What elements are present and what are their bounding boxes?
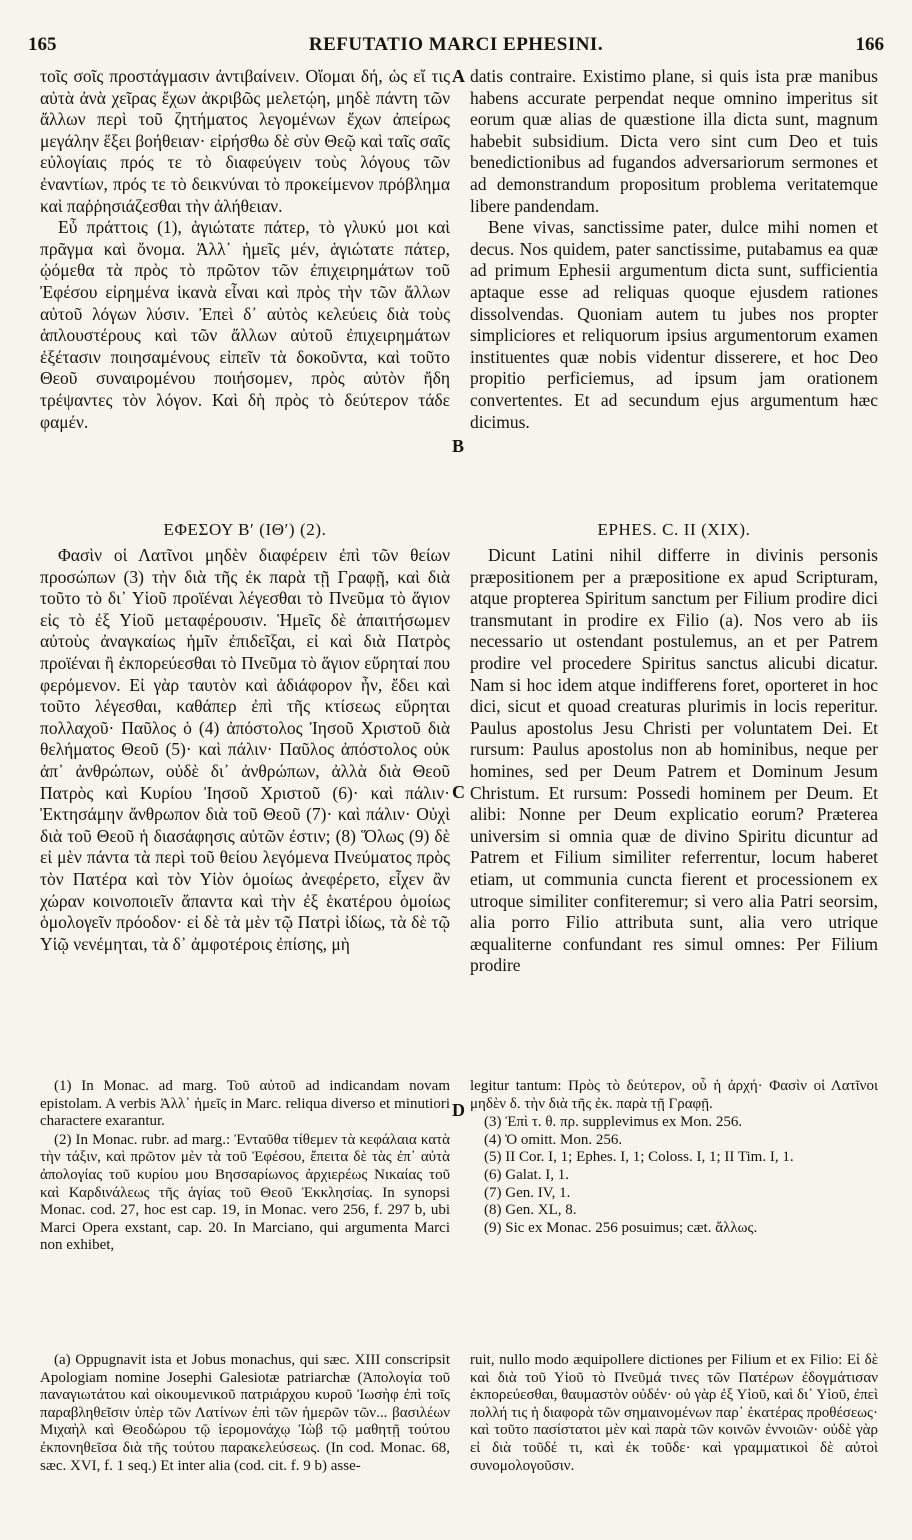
greek-intro [40,66,450,433]
running-header [28,34,884,60]
margin-letter-a: A [452,66,465,86]
footnote-2-continuation: legitur tantum: Πρὸς τὸ δεύτερον, οὗ ἡ ἀρχή· Φασὶν οἱ Λατῖνοι μηδὲν δ. τὴν διὰ τῆς ἐκ. παρὰ τῇ Γραφῇ. [470,1078,878,1112]
latin-intro-para-1: datis contraire. Existimo plane, si quis ista præ manibus habens accurate perpendat neque omnino imperitus sit eorum quæ alias de quæstione illa dicta sunt, magnum habebit subsidium. Dicta vero sint cum Deo et tuis benedictionibus ad fugandos adversariorum sermones et ad demonstrandum propositum problema veritatemque libere pandendam. [470,66,878,216]
editor-note-a-text: (a) Oppugnavit ista et Jobus monachus, qui sæc. XIII conscripsit Apologiam nomine Josephi Galesiotæ patriarchæ (Ἀπολογία τοῦ παναγιωτάτου καὶ οἰκουμενικοῦ πατριάρχου κυροῦ Ἰωσὴφ ἐπὶ τοῖς παραβληθεῖσιν ὑπὲρ τῶν Λατίνων ἐπὶ τῶν ἡμερῶν τῶν... βασιλέων Μιχαὴλ καὶ Θεοδώρου τῷ ἱερομονάχῳ Ἰὼβ τῷ μαθητῇ τούτου ἐκπονηθεῖσα διὰ τῆς τούτου παρακελεύσεως. (In cod. Monac. 68, sæc. XVI, f. 1 seq.) Et inter alia (cod. cit. f. 9 b) asse- [40,1352,450,1474]
footnote-4: (4) Ὁ omitt. Mon. 256. [484,1131,623,1148]
editor-note-a [40,1352,450,1476]
latin-section-title: EPHES. C. II (XIX). [597,520,751,539]
footnote-8: (8) Gen. XL, 8. [484,1202,577,1219]
margin-letter-b: B [452,436,465,456]
latin-section-body [470,545,878,977]
footnote-7: (7) Gen. IV, 1. [484,1184,571,1201]
page-number-left: 165 [28,34,57,55]
latin-intro-para-2: Bene vivas, sanctissime pater, dulce mihi nomen et decus. Nos quidem, pater sanctissime, putabamus ea quæ ad primum Ephesii argumentum dicta sunt, sufficientia aptaque esse ad reliquas quoque ejusdem rationes dissolvendas. Quoniam autem tu jubes nos propter simpliciores et reliquorum ipsius argumentorum examen instituentes quæ nobis videntur disserere, et hoc Deo propitio perficiemus, ad ipsum jam orationem convertentes. Et ad secundum ejus argumentum hæc dicimus. [470,217,878,432]
footnote-3: (3) Ἐπὶ τ. θ. πρ. supplevimus ex Mon. 256. [484,1114,743,1131]
editor-note-a-continued [470,1352,878,1476]
latin-intro [470,66,878,433]
editor-note-a-continued-text: ruit, nullo modo æquipollere dictiones per Filium et ex Filio: Εἰ δὲ καὶ διὰ τοῦ Υἱοῦ τὸ Πνεῦμά τινες τῶν Πατέρων ἐδογμάτισαν ἐκπορεύεσθαι, θαυμαστὸν οὐδέν· οὐ γὰρ ἐξ Υἱοῦ, καὶ δι᾽ Υἱοῦ, ἐπεὶ πολλή τις ἡ διαφορὰ τῶν σημαινομένων παρ᾽ ἑκατέρας προθέσεως· καὶ τοῦτο πασίστατοι μὲν καὶ παρὰ τῶν κοινῶν ἐννοιῶν· οὐδὲ γὰρ εἰ διὰ τοῦδέ τι, καὶ ἐκ τοῦδε· καὶ γραμματικοὶ δὲ αὐτοὶ συνομολογοῦσιν. [470,1352,878,1474]
running-title: REFUTATIO MARCI EPHESINI. [308,34,604,55]
greek-intro-para-2: Εὖ πράττοις (1), ἁγιώτατε πάτερ, τὸ γλυκύ μοι καὶ πρᾶγμα καὶ ὄνομα. Ἀλλ᾽ ἡμεῖς μέν, ἁγιώτατε πάτερ, ᾠόμεθα τὰ πρὸς τὸ πρῶτον τῶν ἐπιχειρημάτων τοῦ Ἐφέσου εἰρημένα ἱκανὰ εἶναι καὶ πρὸς τὴν τῶν ἄλλων αὐτοῦ λόγων λύσιν. Ἐπεὶ δ᾽ αὐτὸς κελεύεις διὰ τοὺς ἁπλουστέρους καὶ τῶν ἄλλων αὐτοῦ ἐπιχειρημάτων ἐξέτασιν ποιησαμένους εἰπεῖν τὰ δοκοῦντα, καὶ τοῦτο Θεοῦ συναιρομένου ποιήσομεν, πρὸς αὐτὸν ἤδη τρέψαντες τὸν λόγον. Καὶ δὴ πρὸς τὸ δεύτερον τάδε φαμέν. [40,217,450,432]
footnote-6: (6) Galat. I, 1. [484,1166,569,1183]
latin-footnotes [470,1078,878,1237]
greek-section-title: ΕΦΕΣΟΥ Β′ (ΙΘ′) (2). [163,520,327,539]
footnote-list [470,1114,878,1237]
greek-section-body [40,545,450,955]
latin-section-text: Dicunt Latini nihil differre in divinis personis præpositionem per a præpositione ex apud Scripturam, atque propterea Spiritum sanctum per Filium prodire dici transmutant in prodire ex Filio (a). Nos vero ab iis necessario ut ostendant postulemus, an et per Patrem prodire vel procedere Spiritus sanctus alicubi dicatur. Nam si hoc idem atque indifferens foret, oporteret in hoc dici, sicut et quoad creaturas plurimis in locis reperitur. Paulus apostolus Jesu Christi per voluntatem Dei. Et rursum: Paulus apostolus non ab hominibus, neque per homines, sed per Deum Patrem et Dominum Jesum Christum. Et rursum: Possedi hominem per Deum. Et alibi: Nonne per Deum explicatio eorum? Præterea universim si omnia quæ de divino Spiritu dicuntur ad Patrem et Filium similiter referrentur, locum haberet etiam, ut communia cuncta fierent et processionem ex utroque similiter confiteremur; si vero alia Patri seorsim, alia porro Filio attributa sunt, alia vero utrique æqualiterne confundant res simul omnes: Per Filium prodire [470,545,878,976]
footnote-5: (5) II Cor. I, 1; Ephes. I, 1; Coloss. I, 1; II Tim. I, 1. [484,1149,794,1166]
greek-section-text: Φασὶν οἱ Λατῖνοι μηδὲν διαφέρειν ἐπὶ τῶν θείων προσώπων (3) τὴν διὰ τῆς ἐκ παρὰ τῇ Γραφῇ, καὶ διὰ τοῦτο τὸ δι᾽ Υἱοῦ προϊέναι λέγεσθαι τὸ Πνεῦμα τὸ ἅγιον εἰς τὸ ἐξ Υἱοῦ μεταφέρουσιν. Ἡμεῖς δὲ ἀπαιτήσωμεν αὐτοὺς ἀναγκαίως ἡμῖν ἐπιδεῖξαι, εἰ καὶ διὰ Πατρὸς προϊέναι ἢ ἐκπορεύεσθαι τὸ Πνεῦμα τὸ ἅγιον εὕρηταί που φερόμενον. Εἰ γὰρ ταυτὸν καὶ ἀδιάφορον ἦν, ἔδει καὶ τοῦτο λέγεσθαι, καθάπερ ἐπὶ τῆς κτίσεως εὕρηται πολλαχοῦ· Παῦλος ὁ (4) ἀπόστολος Ἰησοῦ Χριστοῦ διὰ θελήματος Θεοῦ (5)· καὶ πάλιν· Παῦλος ἀπόστολος οὐκ ἀπ᾽ ἀνθρώπων, οὐδὲ δι᾽ ἀνθρώπων, ἀλλὰ διὰ Θεοῦ Πατρὸς καὶ Κυρίου Ἰησοῦ Χριστοῦ (6)· καὶ πάλιν· Ἐκτησάμην ἄνθρωπον διὰ τοῦ Θεοῦ (7)· καὶ πάλιν· Οὐχὶ διὰ τοῦ Θεοῦ ἡ διασάφησις αὐτῶν ἐστιν; (8) Ὅλως (9) δὲ εἰ μὲν πάντα τὰ περὶ τοῦ θείου λεγόμενα Πνεύματος πρὸς τὸν Πατέρα καὶ τὸν Υἱὸν ὁμοίως ἀνεφέρετο, εἶχεν ἂν χώραν κοινοποιεῖν ἅπαντα καὶ τὴν ἐξ ἑκατέρου ὁμοίως ὁμολογεῖν πρόοδον· εἰ δὲ τὰ μὲν τῷ Πατρὶ ἰδίως, τὰ δὲ τῷ Υἱῷ νενέμηται, τὰ δ᾽ ἀμφοτέροις ἐπίσης, μὴ [40,545,450,954]
greek-footnotes [40,1078,450,1256]
margin-letter-c: C [452,782,465,802]
greek-intro-para-1: τοῖς σοῖς προστάγμασιν ἀντιβαίνειν. Οἴομαι δή, ὡς εἴ τις αὐτὰ ἀνὰ χεῖρας ἔχων ἀκριβῶς μελετῴη, μηδὲ πάντη τῶν ἄλλων περὶ τοῦ ζητήματος λεγομένων ἔχων ἀπείρως μεγάλην ἕξει βοήθειαν· εἰρήσθω δὲ σὺν Θεῷ καὶ ταῖς σαῖς εὐλογίαις πρός τε τὸ διαφεύγειν τοὺς λόγους τῶν ἐναντίων, πρός τε τὸ δεικνύναι τὸ προκείμενον πρόβλημα καὶ παῤῥησιάζεσθαι τὴν ἀλήθειαν. [40,66,450,216]
footnote-1: (1) In Monac. ad marg. Τοῦ αὐτοῦ ad indicandam novam epistolam. A verbis Ἀλλ᾽ ἡμεῖς in Marc. reliqua diverso et minutiori charactere exarantur. [40,1078,450,1130]
footnote-9: (9) Sic ex Monac. 256 posuimus; cæt. ἄλλως. [484,1219,758,1236]
footnote-2: (2) In Monac. rubr. ad marg.: Ἐνταῦθα τίθεμεν τὰ κεφάλαια κατὰ τὴν τάξιν, καὶ πρῶτον μὲν τὰ τοῦ Ἐφέσου, ἔπειτα δὲ τὰς ἐπ᾽ αὐτὰ ἀπολογίας τοῦ κυρίου μου Βησσαρίωνος ἀρχιερέως Νικαίας τοῦ καὶ Καρδινάλεως τῆς ἁγίας τοῦ Θεοῦ Ἐκκλησίας. In synopsi Monac. cod. 27, hoc est cap. 19, in Monac. vero 256, f. 297 b, ubi Marci Opera exstant, cap. 20. In Marciano, qui argumenta Marci non exhibet, [40,1131,450,1254]
page-number-right: 166 [855,34,884,55]
margin-letter-d: D [452,1100,465,1120]
